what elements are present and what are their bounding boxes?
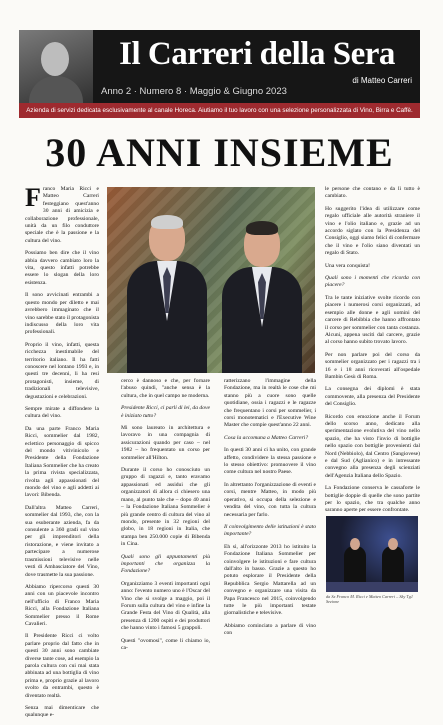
interview-question: Presidente Ricci, ci parli di lei, da dove è iniziato tutto? bbox=[121, 405, 210, 419]
paragraph: Sempre mirate a diffondere la cultura del vino. bbox=[25, 405, 99, 420]
paragraph: Ho suggerito l'idea di utilizzare come regalo ufficiale alle autorità straniere il vino e l'olio italiano e, grazie ad un accordo siglato con la Presidenza del Consiglio, oggi siamo felici di confermare che il vino e l'olio siano diventati un regalo di Stato. bbox=[325, 205, 420, 257]
paragraph: Possiamo ben dire che il vino abbia davvero cambiato loro la vita, questo infatti potrebbe essere lo slogan della loro esistenza. bbox=[25, 250, 99, 286]
paragraph: Organizziamo 3 eventi importanti ogni anno: l'evento numero uno è l'Oscar del Vino che si svolge a maggio, poi il Forum sulla cultura del vino e infine la Grande Festa del Vino di Qualità, alla presenza di 1200 ospiti e dei produttori che hanno vinto i famosi 5 grappoli. bbox=[121, 580, 210, 632]
paragraph: Il Presidente Ricci ci volto parlare proprio dal fatto che in questi 30 anni sono cambiate diverse tante cose, ad esempio la parola cultura con cui mai stata abbinata ad una bottiglia di vino prima e, proprio grazie al lavoro svolto da entrambi, questo è diventato realtà. bbox=[25, 633, 99, 699]
interview-question: Quali sono gli appuntamenti più importanti che organizza la Fondazione? bbox=[121, 553, 210, 575]
paragraph: Da una parte Franco Maria Ricci, sommelier dal 1982, eclettico personaggio di spicco del mondo vitivinicolo e Presidente della Fondazione Italiana Sommelier che ha creato la prima rivista specializzata, rivolta agli appassionati del mondo del vino e agli addetti ai lavori: Bibenda. bbox=[25, 425, 99, 499]
byline: di Matteo Carreri bbox=[352, 76, 412, 85]
paragraph: Mi sono laureato in architettura e lavoravo in una compagnia di assicurazioni quando per caso – nel 1982 – ho frequentato un corso per sommelier all'Hilton. bbox=[121, 425, 210, 461]
paragraph: Durante il corso ho conosciuto un gruppo di ragazzi e, tanto eravamo appassionati ed assidui che gli organizzatori di allora ci chiesero una mano, al punto tale che – dopo 40 anni – la Fondazione Italiana Sommelier è più grande centro di cultura del vino al mondo, presente in 32 regioni del globo, in 18 regioni in Italia, che stampa ben 250.000 copie di Bibenda in Cina. bbox=[121, 467, 210, 548]
paragraph: Una vera conquista! bbox=[325, 262, 371, 269]
interview-question: Cosa la accomuna a Matteo Carreri? bbox=[224, 434, 309, 441]
photo-caption: da Sx Franco M. Ricci e Matteo Carreri – Sky Tg1 Sezione bbox=[326, 594, 414, 604]
tv-studio-photo bbox=[326, 516, 418, 592]
paragraph: Dall'altra Matteo Carreri, sommelier dal 1993, che, con la sua esuberante azienda, fa da consulente a 360 gradi sul vino per gli imprenditori della ristorazione, e viene invitato a partecipare a numerose trasmissioni televisive nelle vesti di Ambasciatore del Vino, dove trasmette la sua passione. bbox=[25, 504, 99, 578]
article-column-1 bbox=[25, 183, 99, 725]
article-column-4 bbox=[325, 186, 420, 520]
paragraph: ratterizzano l'immagine della Fondazione, ma in realtà le cose che mi stanno più a cuore sono quelle quotidiane, ossia i ragazzi e le ragazze che frequentano i corsi per sommelier, i corsi monotematici e l'Executive Wine Master che compie quest'anno 22 anni. bbox=[224, 378, 316, 429]
paragraph: cerco è dannoso e che, per fornare l'abuso quindi, "anche sensa è la cultura, che in quel campo ne moderna. bbox=[121, 378, 210, 399]
paragraph: In questi 30 anni ci ha unito, con grande affetto, condividere la stessa passione e lo stesso obiettivo: promuovere il vino come cultura nel nostro Paese. bbox=[224, 447, 316, 476]
paragraph: In altrettanto l'organizzazione di eventi e corsi, mentre Matteo, in modo più operativo, si occupa della selezione e vendita del vino, con tutta la cultura necessaria per farlo. bbox=[224, 481, 316, 518]
paragraph: Ricordo con emozione anche il Forum dello scorso anno, dedicato alla sperimentazione evolutiva del vino nello spazio, che ha visto l'invio di bottiglie nello spazio con bottiglie provenienti dal Nord (Nebbiolo), dal Centro (Sangiovese) e dal Sud (Aglianico) e in intressante convegno alla presenza degli scienziati dell'Agenzia Italiana dello Spazio. bbox=[325, 413, 420, 479]
person-right bbox=[222, 223, 302, 373]
person-left bbox=[127, 217, 207, 373]
paragraph: Abbiamo cominciato a parlare di vino con bbox=[224, 622, 316, 637]
article-column-2 bbox=[121, 378, 210, 657]
dropcap: F bbox=[25, 183, 41, 212]
paragraph: Tra le tante iniziative svolte ricordo con piacere i numerosi corsi organizzati, ad esempio alle donne e agli uomini del carcere di Rebibbia che hanno affrontato il corso per sommelier con tanta costanza. Alcuni, appena usciti dal carcere, grazie al corso hanno subito trovato lavoro. bbox=[325, 294, 420, 346]
paragraph: le persone che contano e da lì tutto è cambiato. bbox=[325, 186, 420, 200]
paragraph: Questi "ovomosi", come li chiamo io, ca- bbox=[121, 637, 210, 651]
paragraph: Proprio il vino, infatti, questa ricchezza inestimabile del territorio italiano. Il ha fatti conoscere nel lontano 1993 e, in questi tre decenni, li ha resi protagonisti, insieme, di tradizionali televisive, degustazioni e celebrazioni. bbox=[25, 341, 99, 400]
paragraph: Senza mai dimenticare che qualunque e- bbox=[25, 705, 99, 719]
paragraph: La Fondazione conserva le cassaforte le bottiglie doppie di quelle che sono partite per lo spazio, che tra qualche anno saranno aperte per essere confrontate. bbox=[325, 485, 420, 514]
article-headline: 30 ANNI INSIEME bbox=[45, 130, 394, 175]
paragraph: Eh sì, all'orizzonte 2013 ho istituito la Fondazione Italiana Sommelier per coinvolgere le istituzioni e fare cultura dall'alto in basso. Grazie a questo ho potuto esplorare il Presidente della Repubblica Sergio Mattarella ad un convegno e organizzare una visita da Papa Francesco nel 2015, coinvolgendo tutte le più importanti testate giornalistiche e televisive. bbox=[224, 543, 316, 617]
paragraph: ranco Maria Ricci e Matteo Carreri festeggiano quest'anno 30 anni di amicizia e collaborazione professionale, unità da un filo conduttore speciale che è la passione e la cultura del vino. bbox=[25, 186, 99, 244]
paragraph: Per non parlare poi del corso da sommelier organizzato per i ragazzi tra i 16 e i 18 anni ricoverati all'ospedale Bambin Gesù di Roma. bbox=[325, 351, 420, 380]
paragraph: Il sono avvicinati entrambi a questo mondo per diletto e mai avrebbero immaginato che il vino sarebbe stato il protagonista indiscusso della loro vita professionali. bbox=[25, 292, 99, 336]
interview-question: Quali sono i momenti che ricorda con piacere? bbox=[325, 275, 420, 289]
issue-info: Anno 2 · Numero 8 · Maggio & Giugno 2023 bbox=[101, 86, 287, 97]
paragraph: La consegna dei diplomi è stata commovente, alla presenza del Presidente del Consiglio. bbox=[325, 386, 420, 408]
tagline-banner: Azienda di servizi dedicata esclusivamente al canale Horeca. Aiutiamo il tuo lavoro con una selezione personalizzata di Vino, Birra e Caffè. bbox=[19, 103, 420, 118]
interview-question: Il coinvolgimento delle istituzioni è stato importante? bbox=[224, 523, 316, 538]
paragraph: Abbiamo ripercorso questi 30 anni con un piacevole incontro nell'ufficio di Franco Maria Ricci, alla Fondazione Italiana Sommelier presso il Rome Cavalieri. bbox=[25, 583, 99, 627]
newspaper-title: Il Carreri della Sera bbox=[119, 36, 395, 72]
main-photo bbox=[107, 187, 315, 373]
article-column-3 bbox=[224, 378, 316, 643]
author-portrait bbox=[19, 30, 93, 103]
masthead bbox=[19, 30, 420, 103]
